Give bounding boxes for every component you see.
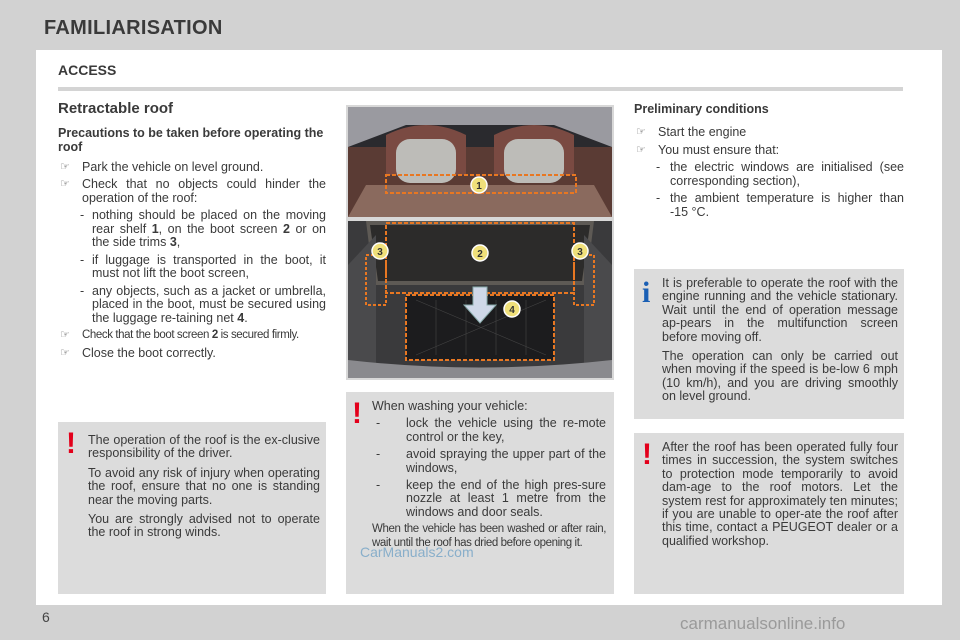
svg-text:3: 3 xyxy=(577,247,583,258)
watermark: CarManuals2.com xyxy=(360,544,474,560)
sub-list-item: - if luggage is transported in the boot, it must not lift the boot screen, xyxy=(80,252,326,280)
page-number: 6 xyxy=(42,609,50,625)
washing-item: - avoid spraying the upper part of the windows, xyxy=(376,447,606,475)
svg-text:4: 4 xyxy=(509,305,515,316)
section-divider xyxy=(58,87,903,91)
washing-item: - lock the vehicle using the re-mote control or the key, xyxy=(376,416,606,444)
list-item: ☞ Close the boot correctly. xyxy=(60,345,216,360)
exclamation-icon: ! xyxy=(352,397,362,430)
pointing-hand-icon: ☞ xyxy=(60,346,70,359)
washing-warning-panel xyxy=(346,392,614,594)
warning-paragraph: After the roof has been operated fully four times in succession, the system switches to protection mode temporarily to avoid dam-age to the roof motors. Let the system rest for approximately ten minutes; if you are unable to oper-ate the roof after this time, contact a PEUGEOT dealer or a qualified workshop. xyxy=(662,440,898,548)
exclamation-icon: ! xyxy=(642,438,652,471)
left-margin-band xyxy=(0,50,36,605)
roof-warning-panel xyxy=(58,422,326,594)
sub-list-item: - any objects, such as a jacket or umbrella, placed in the boot, must be secured using the luggage re-taining net 4. xyxy=(80,283,326,325)
list-item: ☞ Check that no objects could hinder the operation of the roof: xyxy=(60,177,326,205)
pointing-hand-icon: ☞ xyxy=(636,126,646,138)
section-title: ACCESS xyxy=(58,62,117,78)
retractable-roof-heading: Retractable roof xyxy=(58,100,174,117)
washing-outro: When the vehicle has been washed or after rain, wait until the roof has dried before opening it. xyxy=(372,523,606,549)
pointing-hand-icon: ☞ xyxy=(60,329,70,341)
label-1 xyxy=(471,177,487,193)
label-3-right xyxy=(572,243,588,259)
list-item: ☞ You must ensure that: xyxy=(636,142,780,157)
left-column xyxy=(58,102,326,364)
footer-watermark: carmanualsonline.info xyxy=(680,614,846,633)
list-item: ☞ Park the vehicle on level ground. xyxy=(60,159,264,174)
sub-list-item: - the electric windows are initialised (see corresponding section), xyxy=(656,160,904,188)
preliminary-conditions-heading: Preliminary conditions xyxy=(634,102,769,116)
list-item: ☞ Check that the boot screen 2 is secured firmly. xyxy=(60,329,299,341)
label-4 xyxy=(504,301,520,317)
pointing-hand-icon: ☞ xyxy=(60,160,70,173)
warning-paragraph: You are strongly advised not to operate the roof in strong winds. xyxy=(88,512,320,540)
sub-list-item: - the ambient temperature is higher than -15 °C. xyxy=(656,191,904,219)
roof-motor-warning-panel xyxy=(634,433,904,594)
svg-text:1: 1 xyxy=(476,181,482,192)
exclamation-icon: ! xyxy=(66,427,76,460)
page-title: FAMILIARISATION xyxy=(44,17,223,39)
warning-paragraph: The operation of the roof is the ex-clusive responsibility of the driver. xyxy=(88,433,320,461)
boot-photo xyxy=(346,105,614,380)
list-item: ☞ Start the engine xyxy=(636,125,747,139)
info-icon: i xyxy=(642,276,651,309)
info-panel xyxy=(634,269,904,419)
label-3-left xyxy=(372,243,388,259)
washing-intro: When washing your vehicle: xyxy=(372,399,528,413)
sub-list-item: - nothing should be placed on the moving rear shelf 1, on the boot screen 2 or on the side trims 3, xyxy=(80,208,326,249)
warning-paragraph: To avoid any risk of injury when operating the roof, ensure that no one is standing near the moving parts. xyxy=(88,465,320,507)
info-paragraph: The operation can only be carried out when moving if the speed is be-low 6 mph (10 km/h), and you are driving smoothly on level ground. xyxy=(662,349,898,404)
right-column xyxy=(634,102,904,223)
label-2 xyxy=(472,245,488,261)
pointing-hand-icon: ☞ xyxy=(60,178,70,190)
svg-text:3: 3 xyxy=(377,247,383,258)
svg-text:2: 2 xyxy=(477,249,483,260)
washing-item: - keep the end of the high pres-sure nozzle at least 1 metre from the windows and door seals. xyxy=(376,478,606,519)
info-paragraph: It is preferable to operate the roof with the engine running and the vehicle stationary. Wait until the end of operation message ap-pears in the multifunction screen before moving off. xyxy=(662,276,898,344)
right-margin-band xyxy=(942,50,960,605)
precautions-subheading: Precautions to be taken before operating the roof xyxy=(58,125,324,154)
convertible-boot-illustration xyxy=(346,105,614,380)
pointing-hand-icon: ☞ xyxy=(636,143,646,156)
